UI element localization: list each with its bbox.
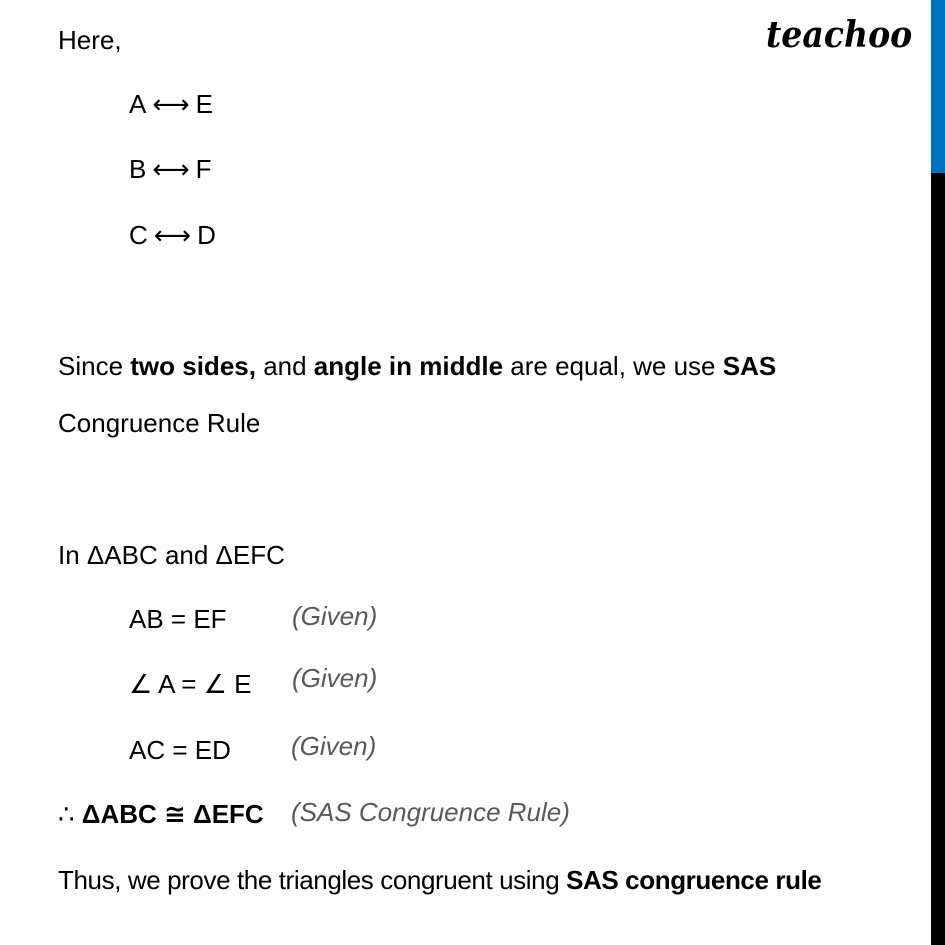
- conclusion-reason: (SAS Congruence Rule): [291, 797, 570, 827]
- conclusion-statement: [58, 799, 264, 829]
- vertex-left: C: [129, 220, 148, 250]
- reasoning-bold: SAS: [722, 351, 777, 381]
- correspondence-row: [129, 89, 213, 119]
- final-text: Thus, we prove the triangles congruent using: [58, 865, 567, 895]
- teachoo-logo: teachoo: [766, 14, 913, 56]
- conclusion-bold: ΔABC ≅ ΔEFC: [81, 799, 264, 829]
- proof-statement: ∠ A = ∠ E: [129, 669, 252, 699]
- vertex-left: A: [129, 89, 147, 119]
- reasoning-text: are equal, we use: [503, 351, 723, 381]
- final-bold: SAS congruence rule: [566, 865, 822, 895]
- reasoning-bold: two sides,: [130, 351, 256, 381]
- double-arrow-icon: ⟷: [152, 89, 190, 119]
- vertex-right: E: [195, 89, 213, 119]
- reasoning-text: Since: [58, 351, 131, 381]
- double-arrow-icon: ⟷: [153, 220, 192, 250]
- proof-statement: AC = ED: [129, 735, 231, 765]
- reasoning-line-2: Congruence Rule: [58, 408, 261, 438]
- double-arrow-icon: ⟷: [152, 154, 190, 184]
- vertex-right: D: [197, 220, 216, 250]
- correspondence-row: [129, 154, 212, 184]
- final-statement: [58, 865, 821, 895]
- reasoning-line-1: [58, 351, 776, 381]
- triangles-heading: In ΔABC and ΔEFC: [58, 540, 285, 570]
- proof-statement: AB = EF: [129, 604, 227, 634]
- sidebar-accent: [931, 0, 945, 173]
- proof-reason: (Given): [292, 663, 378, 693]
- therefore-icon: ∴: [58, 799, 82, 829]
- proof-reason: (Given): [292, 601, 378, 631]
- vertex-right: F: [195, 154, 212, 184]
- right-sidebar: [931, 0, 945, 945]
- reasoning-text: and: [255, 351, 314, 381]
- proof-reason: (Given): [291, 731, 377, 761]
- reasoning-bold: angle in middle: [313, 351, 504, 381]
- correspondence-row: [129, 220, 216, 250]
- intro-text: Here,: [58, 25, 122, 55]
- vertex-left: B: [129, 154, 147, 184]
